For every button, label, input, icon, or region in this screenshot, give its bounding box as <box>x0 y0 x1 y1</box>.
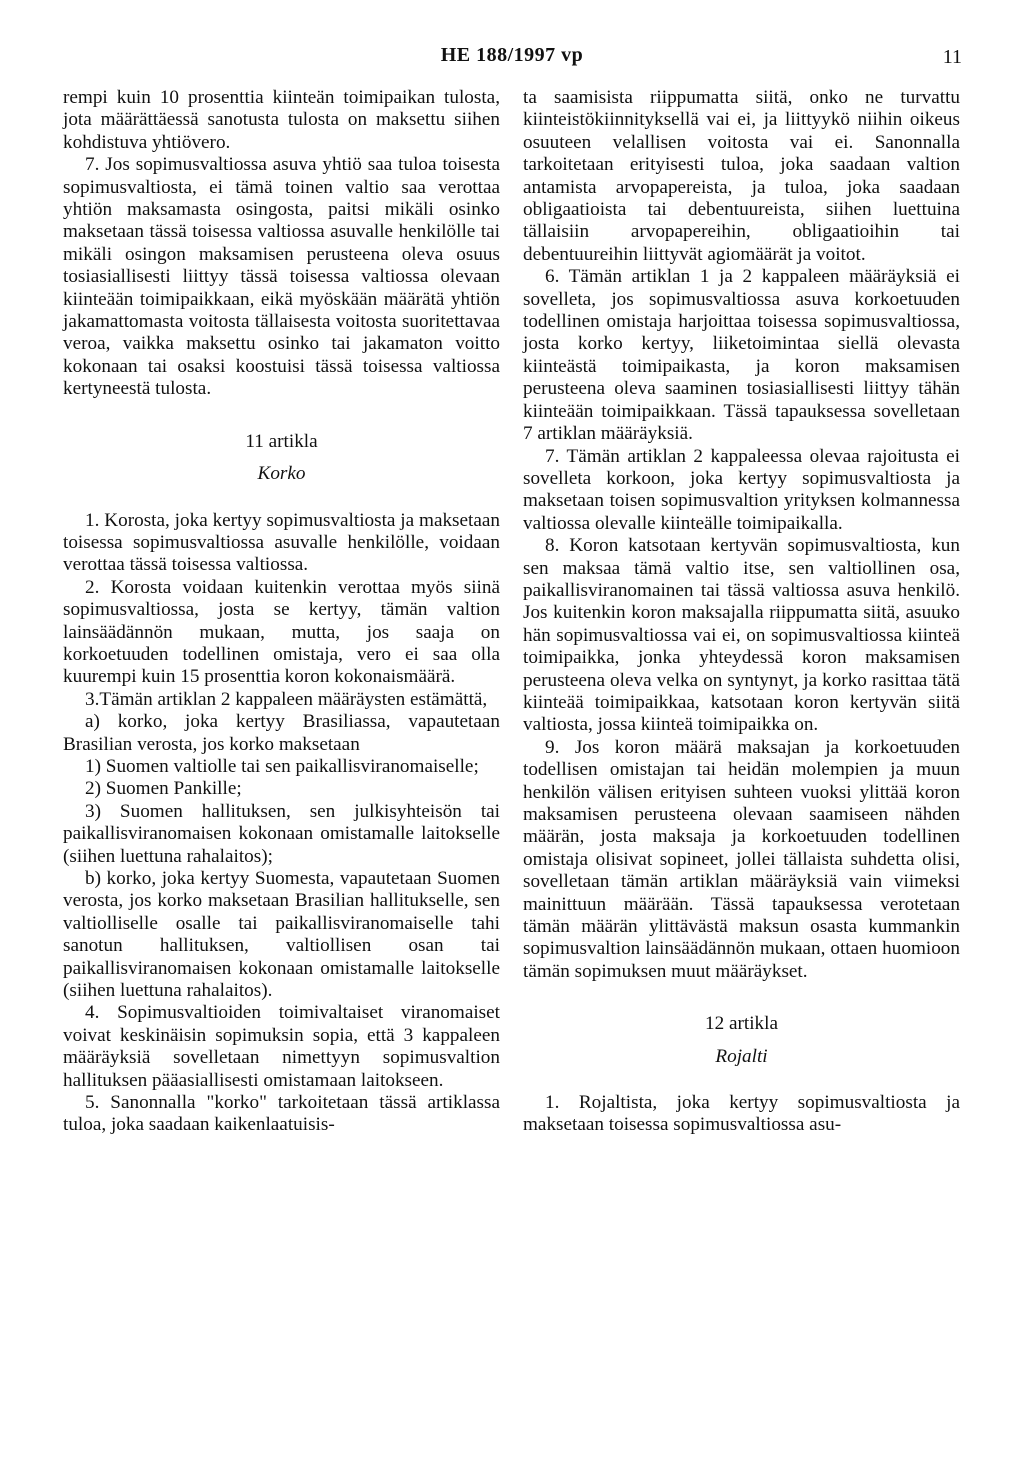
paragraph-7-right: 7. Tämän artiklan 2 kappaleessa olevaa rajoitusta ei sovelleta korkoon, joka kertyy sopimusvaltiosta ja maksetaan toisen sopimusvaltion yrityksen kolmannessa valtiossa olevalle kiinteälle toimipaikalla. <box>523 445 960 534</box>
left-column <box>63 87 500 1137</box>
paragraph-5: 5. Sanonnalla "korko" tarkoitetaan tässä artiklassa tuloa, joka saadaan kaikenlaatuisis- <box>63 1092 500 1136</box>
right-column <box>523 87 960 1137</box>
paragraph-3b: b) korko, joka kertyy Suomesta, vapautetaan Suomen verosta, jos korko maksetaan Brasilian hallitukselle, sen valtiolliselle osalle tai paikallisviranomaiselle tahi sanotun hallituksen, valtiollisen osan tai paikallisviranomaisen kokonaan omistamalle laitokselle (siihen luettuna rahalaitos). <box>63 868 500 1002</box>
paragraph-8: 8. Koron katsotaan kertyvän sopimusvaltiosta, kun sen maksaa tämä valtio itse, sen valtiollinen osa, paikallisviranomainen tai tässä valtiossa asuva henkilö. Jos kuitenkin koron maksajalla riippumatta siitä, asuuko hän sopimusvaltiossa vai ei, on sopimusvaltiossa kiinteä toimipaikka, jonka yhteydessä koron maksamisen perusteena oleva velka on syntynyt, ja korko rasittaa tätä kiinteää toimipaikkaa, katsotaan koron kertyvän siitä valtiosta, jossa kiinteä toimipaikka on. <box>523 535 960 736</box>
paragraph-3a1: 1) Suomen valtiolle tai sen paikallisviranomaiselle; <box>85 755 479 777</box>
paragraph-3a3: 3) Suomen hallituksen, sen julkisyhteisön tai paikallisviranomaisen kokonaan omistamalle laitokselle (siihen luettuna rahalaitos); <box>63 800 500 867</box>
paragraph-6: 6. Tämän artiklan 1 ja 2 kappaleen määräyksiä ei sovelleta, jos sopimusvaltiossa asuva korkoetuuden todellinen omistaja harjoittaa toisessa sopimusvaltiossa, josta korko kertyy, liiketoimintaa siellä olevasta kiinteästä toimipaikasta, ja koron maksamisen perusteena oleva saaminen tosiasiallisesti liittyy tähän kiinteään toimipaikkaan. Tässä tapauksessa sovelletaan 7 artiklan määräyksiä. <box>523 266 960 445</box>
paragraph-4: 4. Sopimusvaltioiden toimivaltaiset viranomaiset voivat keskinäisin sopimuksin sopia, että 3 kappaleen määräyksiä sovelletaan nimettyyn sopimusvaltion hallituksen pääasiallisesti omistamaan laitokseen. <box>63 1002 500 1091</box>
article-12-title: 12 artikla <box>705 1013 778 1035</box>
paragraph-5-continued: ta saamisista riippumatta siitä, onko ne turvattu kiinteistökiinnityksellä vai ei, ja liittyykö niihin oikeus osuuteen velallisen voitosta vai ei. Sanonnalla tarkoitetaan erityisesti tuloa, joka saadaan valtion antamista arvopapereista, ja tuloa, joka saadaan obligaatioista tai debentuureista, siihen luettuina tällaisiin arvopapereihin, obligaatioihin tai debentuureihin liittyvät agiomäärät ja voitot. <box>523 87 960 265</box>
paragraph-3a: a) korko, joka kertyy Brasiliassa, vapautetaan Brasilian verosta, jos korko maksetaan <box>63 711 500 755</box>
document-id: HE 188/1997 vp <box>440 44 584 66</box>
article-11-subtitle: Korko <box>257 463 306 485</box>
paragraph-7: 7. Jos sopimusvaltiossa asuva yhtiö saa tuloa toisesta sopimusvaltiosta, ei tämä toinen valtio saa verottaa yhtiön maksamasta osingosta, paitsi mikäli osinko maksetaan tässä toisessa valtiossa asuvalle henkilölle tai mikäli osingon maksamisen perusteena oleva osuus tosiasiallisesti liittyy tässä toisessa valtiossa olevaan kiinteään toimipaikkaan, eikä myöskään määrätä yhtiön jakamattomasta voitosta tällaisesta voitosta suoritettavaa veroa, vaikka maksettu osinko tai jakamaton voitto kokonaan tai osaksi koostuisi tässä toisessa valtiossa kertyneestä tulosta. <box>63 154 500 400</box>
article-11-title: 11 artikla <box>245 430 318 452</box>
paragraph-3: 3.Tämän artiklan 2 kappaleen määräysten estämättä, <box>85 688 488 710</box>
paragraph-1: 1. Korosta, joka kertyy sopimusvaltiosta ja maksetaan toisessa sopimusvaltiossa asuvalle henkilölle, voidaan verottaa tässä toisessa valtiossa. <box>63 509 500 576</box>
paragraph-1-right: 1. Rojaltista, joka kertyy sopimusvaltiosta ja maksetaan toisessa sopimusvaltiossa asu- <box>523 1092 960 1136</box>
article-12-subtitle: Rojalti <box>715 1045 768 1067</box>
paragraph-3a2: 2) Suomen Pankille; <box>85 778 242 800</box>
paragraph-2: 2. Korosta voidaan kuitenkin verottaa myös siinä sopimusvaltiossa, josta se kertyy, tämän valtion lainsäädännön mukaan, mutta, jos saaja on korkoetuuden todellinen omistaja, vero ei saa olla kuurempi kuin 15 prosenttia koron kokonaismäärä. <box>63 576 500 688</box>
page-header <box>0 44 1024 74</box>
paragraph-9: 9. Jos koron määrä maksajan ja korkoetuuden todellisen omistajan tai heidän molempien ja muun henkilön välisen erityisen suhteen vuoksi ylittää koron maksamisen perusteena olevaan saamiseen nähden määrän, josta maksaja ja korkoetuuden todellinen omistaja olisivat sopineet, jollei tällaista suhdetta olisi, sovelletaan tämän artiklan määräyksiä vain viimeksi mainittuun määrään. Tässä tapauksessa verotetaan tämän määrän ylittävästä maksun osasta kummankin sopimusvaltion lainsäädännön mukaan, ottaen huomioon tämän sopimuksen muut määräykset. <box>523 736 960 982</box>
page-number: 11 <box>942 46 962 68</box>
paragraph-intro: rempi kuin 10 prosenttia kiinteän toimipaikan tulosta, jota määrättäessä sanotusta tulosta on maksettu siihen kohdistuva yhtiövero. <box>63 87 500 153</box>
